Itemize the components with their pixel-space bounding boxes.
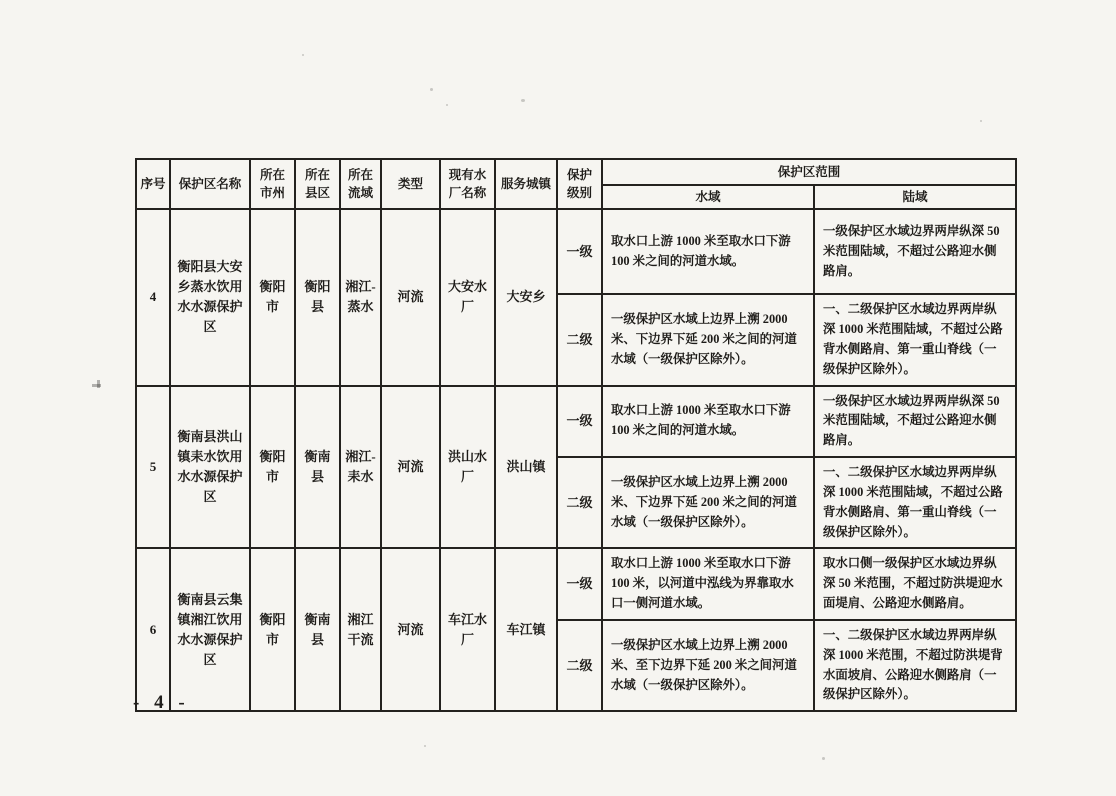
water-source-protection-table — [135, 158, 1017, 712]
cell-level: 一级 — [557, 548, 602, 620]
cell-level: 一级 — [557, 386, 602, 458]
cell-level: 一级 — [557, 209, 602, 294]
col-header-city: 所在市州 — [250, 159, 295, 209]
col-header-index: 序号 — [136, 159, 170, 209]
table-row — [136, 548, 1016, 620]
cell-water-scope: 取水口上游 1000 米至取水口下游 100 米之间的河道水域。 — [602, 209, 814, 294]
cell-town: 洪山镇 — [495, 386, 557, 549]
col-header-county: 所在县区 — [295, 159, 340, 209]
cell-water-scope: 一级保护区水域上边界上溯 2000 米、至下边界下延 200 米之间河道水域（一级保护区除外）。 — [602, 620, 814, 711]
cell-level: 二级 — [557, 620, 602, 711]
scan-speckle — [822, 757, 825, 760]
col-header-zone-name: 保护区名称 — [170, 159, 250, 209]
cell-type: 河流 — [381, 548, 440, 711]
cell-city: 衡阳市 — [250, 386, 295, 549]
cell-zone-name: 衡南县洪山镇耒水饮用水水源保护区 — [170, 386, 250, 549]
scan-speckle — [424, 745, 426, 747]
cell-land-scope: 取水口侧一级保护区水域边界纵深 50 米范围，不超过防洪堤迎水面堤肩、公路迎水侧路肩。 — [814, 548, 1016, 620]
cell-land-scope: 一、二级保护区水域边界两岸纵深 1000 米范围陆域，不超过公路背水侧路肩、第一重山脊线（一级保护区除外）。 — [814, 457, 1016, 548]
cell-town: 车江镇 — [495, 548, 557, 711]
cell-index: 5 — [136, 386, 170, 549]
cell-level: 二级 — [557, 294, 602, 385]
cell-type: 河流 — [381, 386, 440, 549]
cell-land-scope: 一、二级保护区水域边界两岸纵深 1000 米范围陆域，不超过公路背水侧路肩、第一重山脊线（一级保护区除外）。 — [814, 294, 1016, 385]
cell-water-scope: 取水口上游 1000 米至取水口下游 100 米之间的河道水域。 — [602, 386, 814, 458]
cell-land-scope: 一级保护区水域边界两岸纵深 50 米范围陆域，不超过公路迎水侧路肩。 — [814, 386, 1016, 458]
cell-land-scope: 一、二级保护区水域边界两岸纵深 1000 米范围，不超过防洪堤背水面坡肩、公路迎水侧路肩（一级保护区除外）。 — [814, 620, 1016, 711]
cell-city: 衡阳市 — [250, 548, 295, 711]
cell-plant: 洪山水厂 — [440, 386, 495, 549]
scan-speckle — [430, 88, 433, 91]
cell-basin: 湘江-耒水 — [340, 386, 381, 549]
scan-speckle — [980, 120, 982, 122]
cell-index: 6 — [136, 548, 170, 711]
cell-basin: 湘江-蒸水 — [340, 209, 381, 385]
scan-speckle — [302, 54, 304, 56]
table-row — [136, 386, 1016, 458]
scan-speckle — [521, 99, 525, 102]
col-header-scope: 保护区范围 — [602, 159, 1016, 185]
cell-county: 衡阳县 — [295, 209, 340, 385]
cell-city: 衡阳市 — [250, 209, 295, 385]
col-header-town: 服务城镇 — [495, 159, 557, 209]
cell-zone-name: 衡南县云集镇湘江饮用水水源保护区 — [170, 548, 250, 711]
cell-water-scope: 取水口上游 1000 米至取水口下游 100 米，以河道中泓线为界靠取水口一侧河道水域。 — [602, 548, 814, 620]
cell-type: 河流 — [381, 209, 440, 385]
col-header-land: 陆域 — [814, 185, 1016, 209]
scan-smudge — [97, 380, 100, 388]
col-header-water: 水域 — [602, 185, 814, 209]
table-row — [136, 209, 1016, 294]
cell-zone-name: 衡阳县大安乡蒸水饮用水水源保护区 — [170, 209, 250, 385]
cell-water-scope: 一级保护区水域上边界上溯 2000 米、下边界下延 200 米之间的河道水域（一级保护区除外）。 — [602, 294, 814, 385]
scan-speckle — [446, 104, 448, 106]
col-header-type: 类型 — [381, 159, 440, 209]
cell-level: 二级 — [557, 457, 602, 548]
cell-plant: 大安水厂 — [440, 209, 495, 385]
cell-land-scope: 一级保护区水域边界两岸纵深 50 米范围陆域，不超过公路迎水侧路肩。 — [814, 209, 1016, 294]
cell-index: 4 — [136, 209, 170, 385]
col-header-plant: 现有水厂名称 — [440, 159, 495, 209]
cell-county: 衡南县 — [295, 386, 340, 549]
cell-town: 大安乡 — [495, 209, 557, 385]
page-number: - 4 - — [133, 692, 190, 713]
cell-water-scope: 一级保护区水域上边界上溯 2000 米、下边界下延 200 米之间的河道水域（一级保护区除外）。 — [602, 457, 814, 548]
col-header-basin: 所在流域 — [340, 159, 381, 209]
cell-basin: 湘江干流 — [340, 548, 381, 711]
col-header-level: 保护级别 — [557, 159, 602, 209]
cell-plant: 车江水厂 — [440, 548, 495, 711]
cell-county: 衡南县 — [295, 548, 340, 711]
